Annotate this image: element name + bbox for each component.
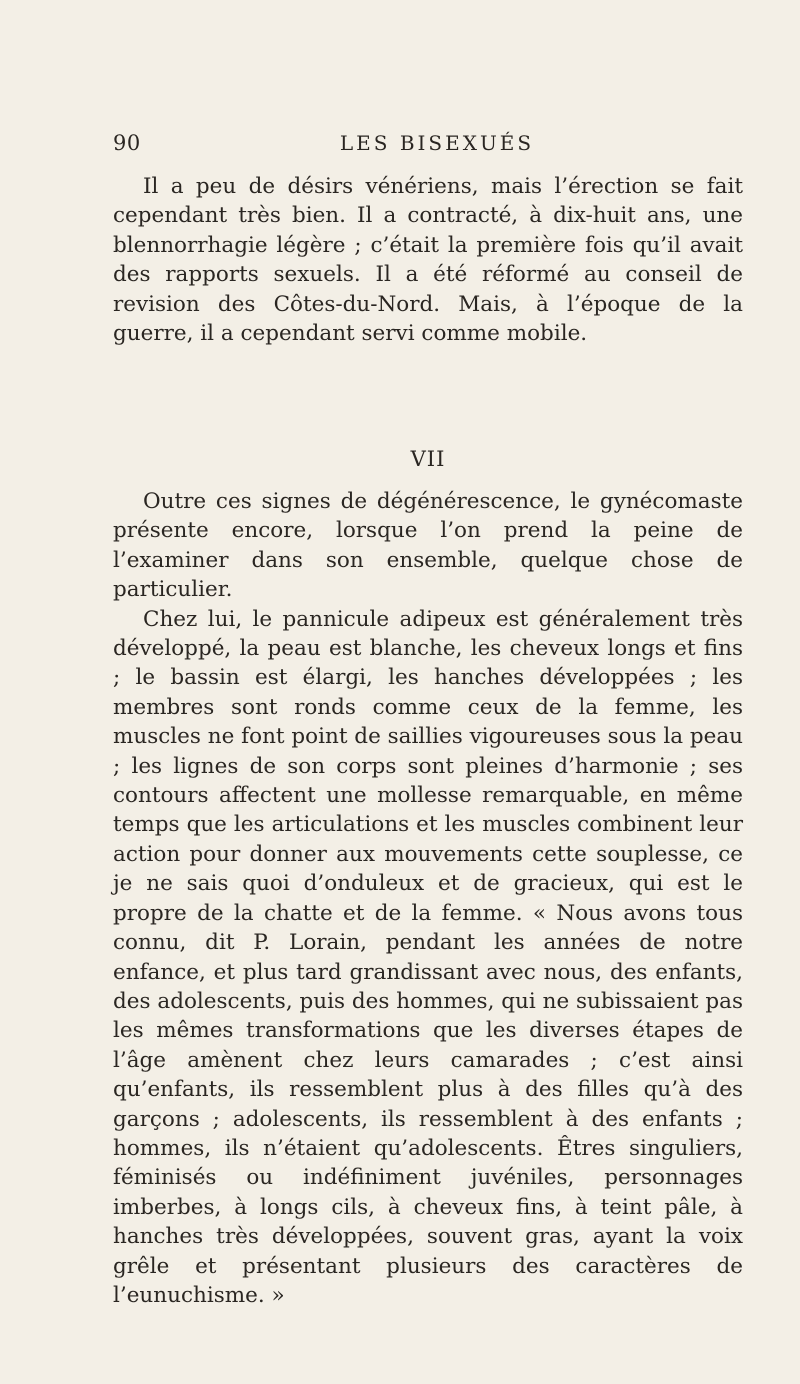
paragraph: Chez lui, le pannicule adipeux est généralement très développé, la peau est blanche, les cheveux longs et fins ; le bassin est élargi, les hanches développées ; les membres sont ronds comme ceux de la femme, les muscles ne font point de saillies vigoureuses sous la peau ; les lignes de son corps sont pleines d’harmonie ; ses contours affectent une mollesse remarquable, en même temps que les articulations et les muscles combinent leur action pour donner aux mouvements cette souplesse, ce je ne sais quoi d’onduleux et de gracieux, qui est le propre de la chatte et de la femme. « Nous avons tous connu, dit P. Lorain, pendant les années de notre enfance, et plus tard grandissant avec nous, des enfants, des adolescents, puis des hommes, qui ne subissaient pas les mêmes transformations que les diverses étapes de l’âge amènent chez leurs camarades ; c’est ainsi qu’enfants, ils ressemblent plus à des filles qu’à des garçons ; adolescents, ils ressemblent à des enfants ; hommes, ils n’étaient qu’adolescents. Êtres singuliers, féminisés ou indéfiniment juvéniles, personnages imberbes, à longs cils, à cheveux fins, à teint pâle, à hanches très développées, souvent gras, ayant la voix grêle et présentant plusieurs des caractères de l’eunuchisme. » bbox=[113, 606, 743, 1308]
paragraph: Outre ces signes de dégénérescence, le gynécomaste présente encore, lorsque l’on prend la peine de l’examiner dans son ensemble, quelque chose de particulier. bbox=[113, 489, 743, 603]
paragraph: Il a peu de désirs vénériens, mais l’érection se fait cependant très bien. Il a contracté, à dix-huit ans, une blennorrhagie légère ; c’était la première fois qu’il avait des rapports sexuels. Il a été réformé au conseil de revision des Côtes-du-Nord. Mais, à l’époque de la guerre, il a cependant servi comme mobile. bbox=[113, 174, 743, 347]
running-title: LES BISEXUÉS bbox=[339, 131, 535, 155]
body-text-after-section bbox=[113, 487, 743, 1310]
section-heading: VII bbox=[410, 447, 446, 471]
page-header bbox=[113, 131, 743, 161]
page-number: 90 bbox=[113, 131, 141, 155]
body-text-before-section bbox=[113, 172, 743, 348]
